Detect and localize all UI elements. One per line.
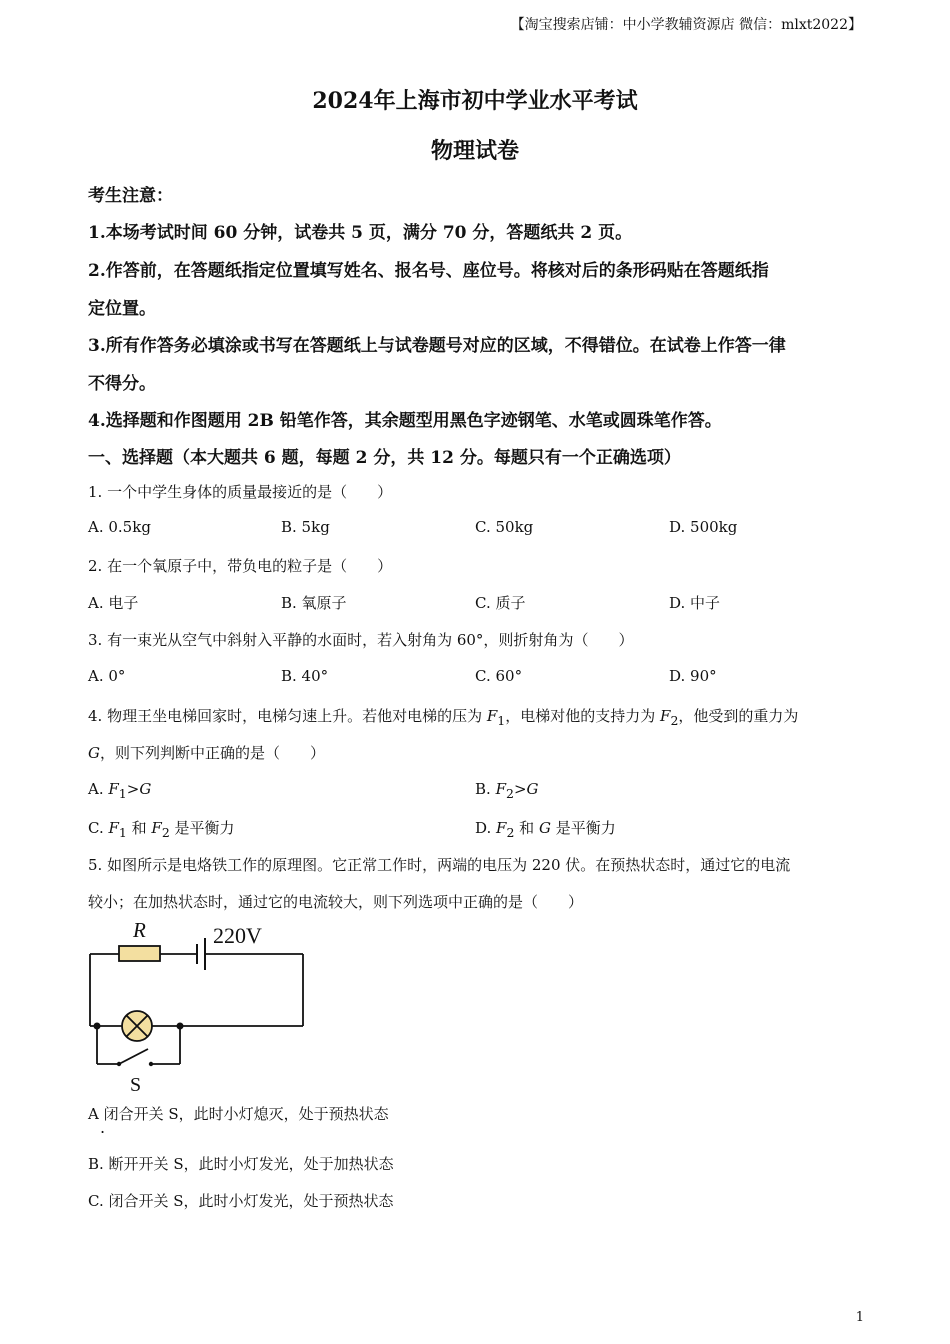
question-5-stem-line-2: 较小；在加热状态时，通过它的电流较大，则下列选项中正确的是（ ）	[88, 893, 584, 911]
question-5-option-a: A 闭合开关 S，此时小灯熄灭，处于预热状态	[88, 1105, 389, 1123]
q4-text-tail: ，则下列判断中正确的是（ ）	[99, 744, 325, 762]
question-3-option-d: D. 90°	[669, 667, 717, 685]
q4-sub-2: 2	[670, 713, 679, 728]
q4-a-prefix: A.	[88, 780, 109, 798]
notice-item-4: 4.选择题和作图题用 2B 铅笔作答，其余题型用黑色字迹钢笔、水笔或圆珠笔作答。	[88, 411, 722, 431]
voltage-label: 220V	[213, 923, 262, 948]
header-note: 【淘宝搜索店铺：中小学教辅资源店 微信：mlxt2022】	[510, 17, 862, 33]
question-3-option-c: C. 60°	[475, 667, 523, 685]
notice-item-3-line-1: 3.所有作答务必填涂或书写在答题纸上与试卷题号对应的区域，不得错位。在试卷上作答一律	[88, 336, 786, 356]
page-number: 1	[855, 1310, 864, 1325]
section-1-heading: 一、选择题（本大题共 6 题，每题 2 分，共 12 分。每题只有一个正确选项）	[88, 448, 681, 468]
question-2-stem: 2. 在一个氧原子中，带负电的粒子是（ ）	[88, 557, 393, 575]
question-2-option-d: D. 中子	[669, 594, 721, 612]
circuit-diagram	[85, 916, 317, 1096]
q4-d-G: G	[538, 819, 551, 837]
q4-c-prefix: C.	[88, 819, 109, 837]
notice-item-2-line-2: 定位置。	[88, 299, 156, 319]
q4-a-G: G	[139, 780, 152, 798]
question-2-option-c: C. 质子	[475, 594, 526, 612]
q4-c-and: 和	[126, 819, 152, 837]
question-1-option-c: C. 50kg	[475, 518, 534, 536]
question-3-stem: 3. 有一束光从空气中斜射入平静的水面时，若入射角为 60°，则折射角为（ ）	[88, 631, 634, 649]
question-4-option-b	[475, 780, 539, 801]
exam-title: 2024年上海市初中学业水平考试	[312, 88, 638, 114]
q4-d-tail: 是平衡力	[550, 819, 616, 837]
question-2-option-b: B. 氧原子	[281, 594, 347, 612]
question-2-option-a: A. 电子	[88, 594, 139, 612]
question-1-option-a: A. 0.5kg	[88, 518, 151, 536]
q4-c-sub2: 2	[161, 825, 170, 840]
question-1-option-d: D. 500kg	[669, 518, 738, 536]
q4-d-and: 和	[514, 819, 539, 837]
question-4-stem-line-1	[88, 705, 798, 728]
q4-b-G: G	[526, 780, 539, 798]
stray-dot: .	[100, 1118, 106, 1137]
q4-b-gt: >	[513, 780, 527, 798]
notice-item-3-line-2: 不得分。	[88, 374, 156, 394]
q4-var-F1: F	[486, 707, 498, 725]
question-5-option-b: B. 断开开关 S，此时小灯发光，处于加热状态	[88, 1155, 394, 1173]
question-1-option-b: B. 5kg	[281, 518, 330, 536]
question-4-option-c	[88, 817, 235, 840]
q4-text-a: 4. 物理王坐电梯回家时，电梯匀速上升。若他对电梯的压为	[88, 707, 487, 725]
question-4-stem-line-2	[88, 742, 325, 763]
notice-heading: 考生注意：	[88, 186, 173, 206]
q4-var-G: G	[88, 744, 100, 762]
question-3-option-b: B. 40°	[281, 667, 329, 685]
question-5-option-c: C. 闭合开关 S，此时小灯发光，处于预热状态	[88, 1192, 394, 1210]
q4-c-F2: F	[151, 819, 162, 837]
q4-b-prefix: B.	[475, 780, 496, 798]
q4-b-sub: 2	[505, 786, 514, 801]
q4-a-F: F	[108, 780, 119, 798]
notice-item-1: 1.本场考试时间 60 分钟，试卷共 5 页，满分 70 分，答题纸共 2 页。	[88, 223, 633, 243]
q4-d-sub2: 2	[506, 825, 515, 840]
exam-subtitle: 物理试卷	[430, 138, 519, 164]
switch-label: S	[130, 1074, 142, 1096]
question-4-option-d	[475, 817, 616, 840]
q4-d-F2: F	[496, 819, 507, 837]
resistor-icon	[119, 946, 160, 961]
question-4-option-a	[88, 780, 151, 801]
resistor-label: R	[133, 918, 146, 942]
question-5-stem-line-1: 5. 如图所示是电烙铁工作的原理图。它正常工作时，两端的电压为 220 伏。在预热状态时，通过它的电流	[88, 856, 791, 874]
q4-b-F: F	[495, 780, 506, 798]
notice-item-2-line-1: 2.作答前，在答题纸指定位置填写姓名、报名号、座位号。将核对后的条形码贴在答题纸指	[88, 261, 769, 281]
q4-a-sub: 1	[118, 786, 127, 801]
q4-text-c: ，他受到的重力为	[678, 707, 799, 725]
q4-a-gt: >	[126, 780, 140, 798]
question-1-stem: 1. 一个中学生身体的质量最接近的是（ ）	[88, 483, 393, 501]
q4-c-tail: 是平衡力	[169, 819, 235, 837]
q4-d-prefix: D.	[475, 819, 497, 837]
q4-text-b: ，电梯对他的支持力为	[505, 707, 661, 725]
question-3-option-a: A. 0°	[88, 667, 126, 685]
q4-var-F2: F	[660, 707, 671, 725]
q4-c-sub1: 1	[118, 825, 127, 840]
q4-sub-1: 1	[497, 713, 506, 728]
q4-c-F1: F	[108, 819, 119, 837]
